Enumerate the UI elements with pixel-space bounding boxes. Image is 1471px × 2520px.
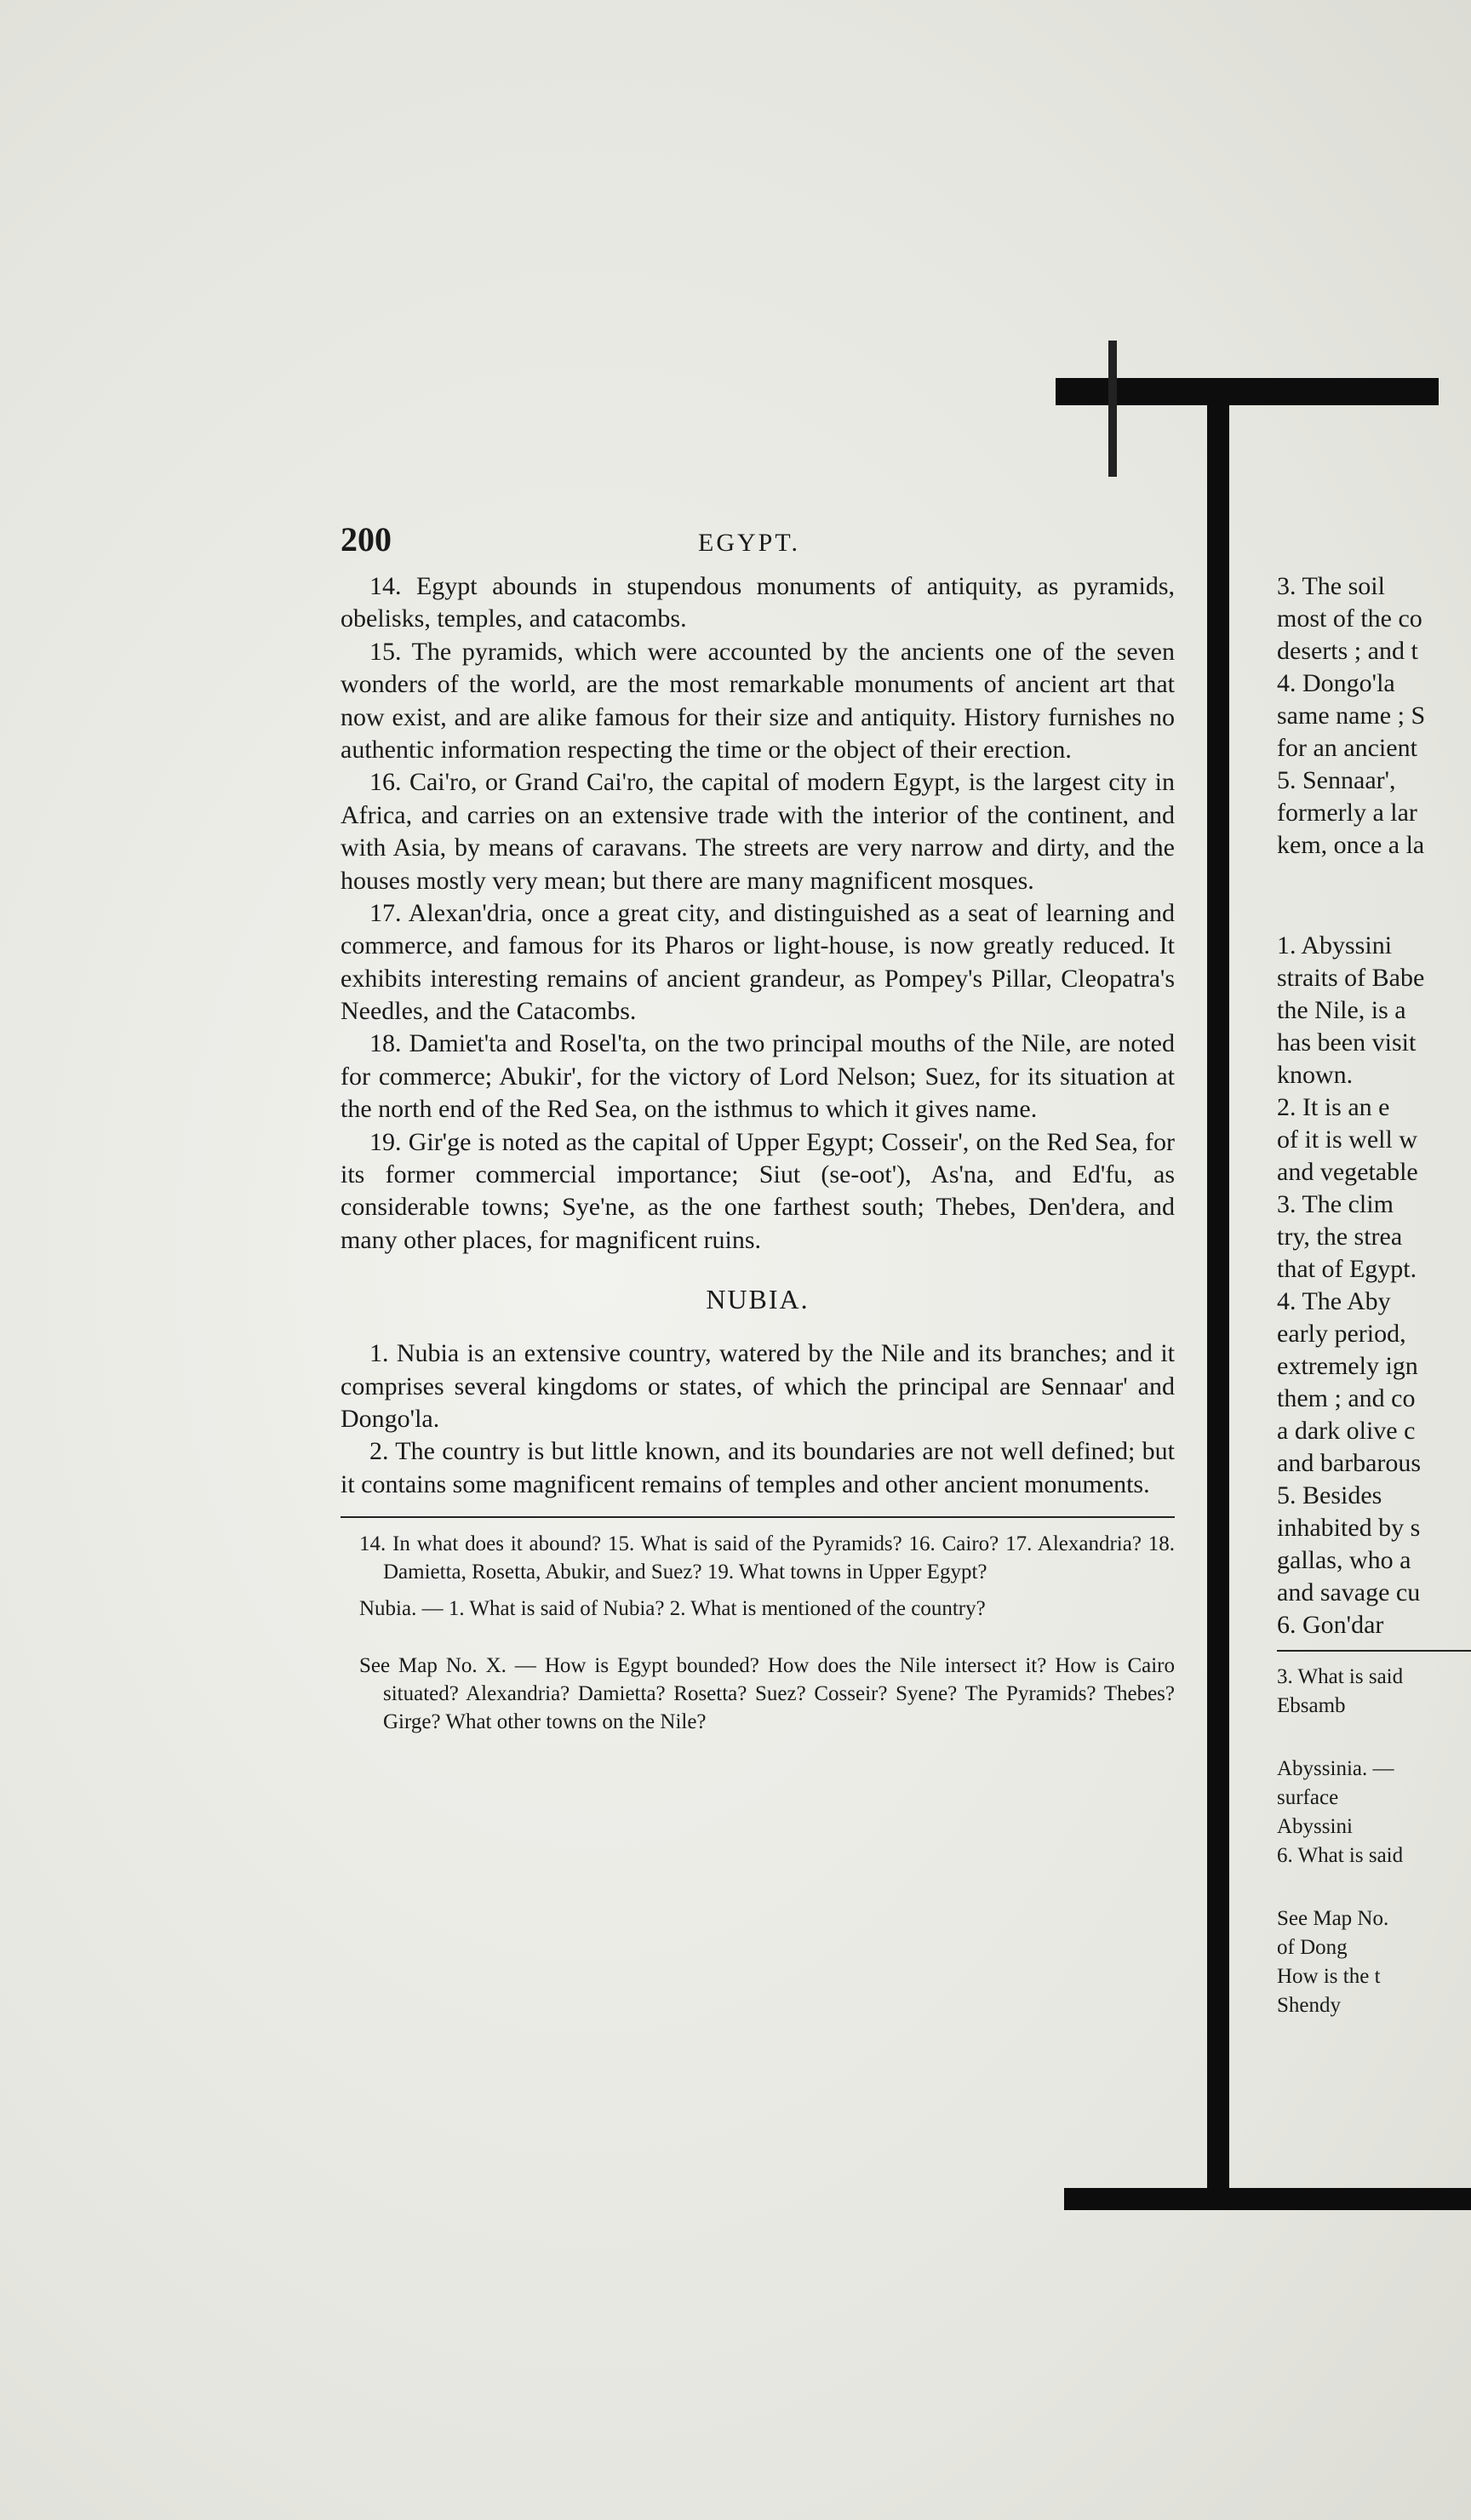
right-page-fragment (1277, 570, 1471, 2021)
right-line: and barbarous (1277, 1449, 1422, 1477)
right-question-line: See Map No. (1277, 1907, 1389, 1930)
right-question-line: Ebsamb (1277, 1694, 1346, 1717)
right-question-line: 6. What is said (1277, 1844, 1404, 1867)
right-line: and vegetable (1277, 1158, 1418, 1186)
right-line: 2. It is an e (1277, 1093, 1390, 1121)
right-line: 6. Gon'dar (1277, 1611, 1384, 1639)
right-line: early period, (1277, 1320, 1406, 1348)
spacer (1277, 862, 1471, 896)
right-line: a dark olive c (1277, 1417, 1416, 1445)
paragraph-17: 17. Alexan'dria, once a great city, and distinguished as a seat of learning and commerce, and famous for its Pharos or light-house, is now greatly reduced. It exhibits interesting remains of ancient grandeur, as Pompey's Pillar, Cleopatra's Needles, and the Catacombs. (341, 898, 1175, 1026)
right-line: 3. The soil (1277, 572, 1385, 600)
paragraph-18: 18. Damiet'ta and Rosel'ta, on the two principal mouths of the Nile, are noted for commerce; Abukir', for the victory of Lord Nelson; Suez, for its situation at the north end of the Red Sea, on the isthmus to which it gives name. (341, 1029, 1175, 1124)
left-page (341, 519, 1192, 1734)
section-title-nubia: NUBIA. (706, 1284, 810, 1315)
right-line: straits of Babe (1277, 964, 1425, 992)
map-question: See Map No. X. — How is Egypt bounded? How does the Nile intersect it? How is Cairo situated? Alexandria? Damietta? Rosetta? Suez? Cosseir? Syene? The Pyramids? Thebes? Girge? What other towns on the Nile? (359, 1654, 1175, 1734)
right-question-line: Abyssini (1277, 1815, 1353, 1838)
right-line: formerly a lar (1277, 799, 1417, 827)
right-line: them ; and co (1277, 1384, 1416, 1412)
right-line: of it is well w (1277, 1125, 1417, 1154)
right-question-line: Abyssinia. — (1277, 1757, 1394, 1780)
right-line: kem, once a la (1277, 831, 1425, 859)
nubia-paragraph-1: 1. Nubia is an extensive country, watered by the Nile and its branches; and it comprises several kingdoms or states, of which the principal are Sennaar' and Dongo'la. (341, 1339, 1175, 1433)
right-rule (1277, 1650, 1471, 1652)
paragraph-14: 14. Egypt abounds in stupendous monuments of antiquity, as pyramids, obelisks, temples, and catacombs. (341, 572, 1175, 633)
paragraph-19: 19. Gir'ge is noted as the capital of Upper Egypt; Cosseir', on the Red Sea, for its former commercial importance; Siut (se-oot'), As'na, and Ed'fu, as considerable towns; Sye'ne, as the one farthest south; Thebes, Den'dera, and many other places, for magnificent ruins. (341, 1127, 1175, 1254)
review-questions (341, 1530, 1175, 1736)
right-line: 3. The clim (1277, 1190, 1394, 1218)
running-head: EGYPT. (698, 529, 800, 557)
spacer (1277, 1721, 1471, 1755)
right-line: 5. Sennaar', (1277, 766, 1396, 794)
right-line: 4. The Aby (1277, 1287, 1391, 1315)
section-rule (341, 1516, 1175, 1518)
paragraph-15: 15. The pyramids, which were accounted by the ancients one of the seven wonders of the world, are the most remarkable monuments of ancient art that now exist, and are alike famous for their size and antiquity. History furnishes no authentic information respecting the time or the object of their erection. (341, 637, 1175, 764)
right-line: deserts ; and t (1277, 637, 1418, 665)
right-question-line: 3. What is said (1277, 1665, 1404, 1688)
right-line: 5. Besides (1277, 1481, 1382, 1509)
right-question-line: surface (1277, 1786, 1339, 1809)
question-egypt: 14. In what does it abound? 15. What is said of the Pyramids? 16. Cairo? 17. Alexandria? 18. Damietta, Rosetta, Abukir, and Suez? 19. What towns in Upper Egypt? (359, 1532, 1175, 1584)
right-line: has been visit (1277, 1028, 1417, 1057)
page-number: 200 (341, 520, 392, 558)
binding-pin (1108, 341, 1117, 477)
right-line: 4. Dongo'la (1277, 669, 1395, 697)
right-line: extremely ign (1277, 1352, 1418, 1380)
spacer (1277, 1871, 1471, 1905)
binding-bar (1207, 400, 1229, 2205)
right-question-line: of Dong (1277, 1936, 1348, 1959)
right-line: known. (1277, 1061, 1354, 1089)
question-nubia: Nubia. — 1. What is said of Nubia? 2. What is mentioned of the country? (359, 1597, 986, 1621)
body-text (341, 570, 1175, 1744)
right-question-line: Shendy (1277, 1994, 1341, 2017)
right-line: most of the co (1277, 604, 1422, 633)
page-header (341, 519, 1192, 562)
right-line: and savage cu (1277, 1578, 1421, 1606)
spacer (1277, 896, 1471, 930)
right-line: the Nile, is a (1277, 996, 1406, 1024)
right-line: that of Egypt. (1277, 1255, 1417, 1283)
right-line: same name ; S (1277, 702, 1426, 730)
right-line: inhabited by s (1277, 1514, 1421, 1542)
paragraph-16: 16. Cai'ro, or Grand Cai'ro, the capital of modern Egypt, is the largest city in Africa, and carries on an extensive trade with the interior of the continent, and with Asia, by means of caravans. The streets are very narrow and dirty, and the houses mostly very mean; but there are many magnificent mosques. (341, 768, 1175, 895)
right-line: 1. Abyssini (1277, 931, 1393, 959)
binding-clamp-bottom (1064, 2188, 1471, 2210)
right-line: gallas, who a (1277, 1546, 1411, 1574)
right-line: for an ancient (1277, 734, 1417, 762)
right-question-line: How is the t (1277, 1965, 1381, 1988)
right-line: try, the strea (1277, 1223, 1403, 1251)
nubia-paragraph-2: 2. The country is but little known, and its boundaries are not well defined; but it contains some magnificent remains of temples and other ancient monuments. (341, 1437, 1175, 1498)
